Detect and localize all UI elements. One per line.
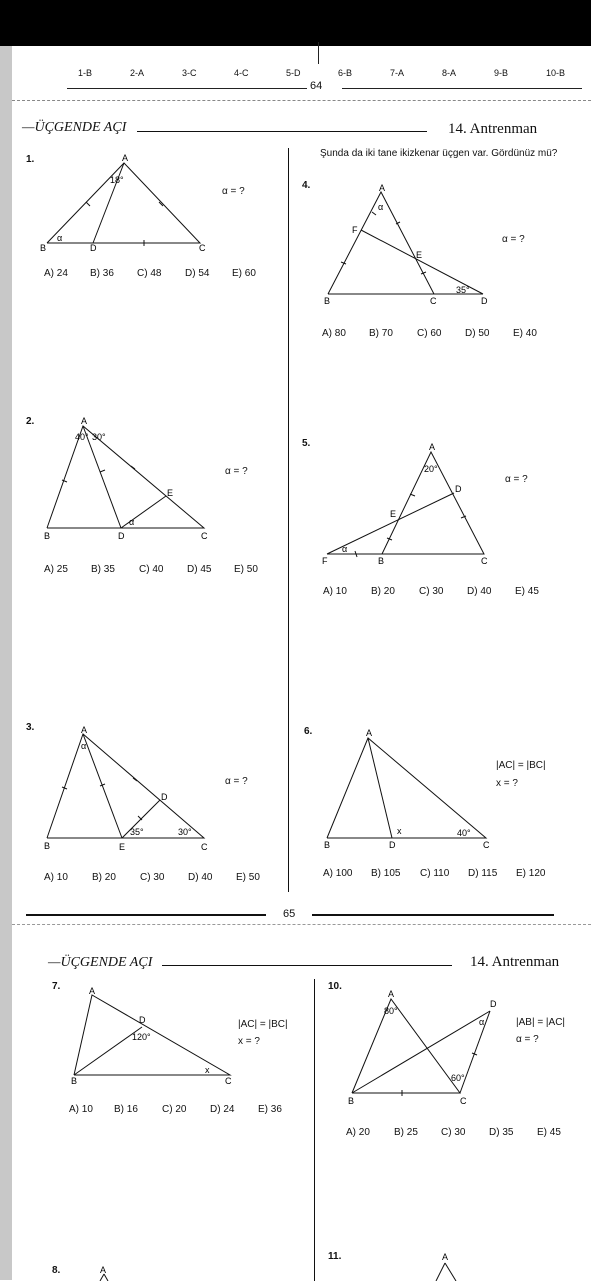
label-b: B xyxy=(44,531,51,541)
q6-cevian-ad xyxy=(368,738,392,838)
header-rule xyxy=(162,965,452,966)
option-d[interactable]: D) 45 xyxy=(187,564,212,575)
x-label: x xyxy=(205,1065,210,1075)
alpha-label: α xyxy=(378,202,384,212)
question-intro: Şunda da iki tane ikizkenar üçgen var. Gördünüz mü? xyxy=(320,148,558,159)
option-b[interactable]: B) 20 xyxy=(92,872,116,883)
option-a[interactable]: A) 100 xyxy=(323,868,353,879)
label-e: E xyxy=(167,488,174,498)
column-divider xyxy=(288,148,289,892)
tick-mark xyxy=(86,202,90,206)
column-divider xyxy=(314,979,315,1281)
label-c: C xyxy=(225,1076,232,1085)
footer-rule-left xyxy=(67,88,307,89)
q7-triangle xyxy=(74,995,230,1075)
answer-key-item: 10-B xyxy=(546,68,566,78)
option-c[interactable]: C) 60 xyxy=(417,328,442,339)
label-a: A xyxy=(89,986,96,996)
footer-rule-left xyxy=(26,914,266,916)
page-66 xyxy=(12,924,591,1281)
answer-key-row xyxy=(62,68,582,80)
label-a: A xyxy=(81,416,88,426)
q10-segment-bd xyxy=(352,1011,490,1093)
option-e[interactable]: E) 45 xyxy=(537,1127,561,1138)
option-c[interactable]: C) 30 xyxy=(419,586,444,597)
training-title: 14. Antrenman xyxy=(470,954,560,970)
label-b: B xyxy=(348,1096,355,1106)
q6-triangle-figure xyxy=(320,726,510,856)
q1-triangle-figure xyxy=(40,150,230,260)
angle-label: 30° xyxy=(92,432,106,442)
training-title: 14. Antrenman xyxy=(448,121,538,137)
option-c[interactable]: C) 30 xyxy=(441,1127,466,1138)
option-a[interactable]: A) 25 xyxy=(44,564,68,575)
question-ask: α = ? xyxy=(225,776,248,787)
q6-triangle xyxy=(327,738,486,838)
label-a: A xyxy=(388,989,395,999)
label-d: D xyxy=(455,484,462,494)
label-d: D xyxy=(118,531,125,541)
label-d: D xyxy=(90,243,97,253)
option-b[interactable]: B) 35 xyxy=(91,564,115,575)
angle-label: 35° xyxy=(130,827,144,837)
option-e[interactable]: E) 60 xyxy=(232,268,256,279)
angle-label: 120° xyxy=(132,1032,151,1042)
option-d[interactable]: D) 40 xyxy=(188,872,213,883)
option-b[interactable]: B) 36 xyxy=(90,268,114,279)
label-c: C xyxy=(481,556,488,566)
answer-key-item: 9-B xyxy=(494,68,509,78)
column-divider xyxy=(318,42,319,64)
answer-key-item: 2-A xyxy=(130,68,145,78)
angle-label: 80° xyxy=(384,1006,398,1016)
label-b: B xyxy=(324,296,331,306)
question-ask: x = ? xyxy=(238,1036,260,1047)
option-e[interactable]: E) 40 xyxy=(513,328,537,339)
label-d: D xyxy=(490,999,497,1009)
option-d[interactable]: D) 54 xyxy=(185,268,210,279)
option-a[interactable]: A) 10 xyxy=(44,872,68,883)
option-d[interactable]: D) 35 xyxy=(489,1127,514,1138)
label-a: A xyxy=(366,728,373,738)
angle-label: 30° xyxy=(178,827,192,837)
option-a[interactable]: A) 80 xyxy=(322,328,346,339)
section-title: —ÜÇGENDE AÇI xyxy=(48,955,153,970)
alpha-label: α xyxy=(479,1017,485,1027)
label-a: A xyxy=(81,725,88,735)
label-c: C xyxy=(199,243,206,253)
label-d: D xyxy=(481,296,488,306)
scan-edge xyxy=(12,100,591,104)
question-number: 5. xyxy=(302,438,311,449)
q7-triangle-figure xyxy=(68,985,248,1085)
question-ask: α = ? xyxy=(222,186,245,197)
label-b: B xyxy=(324,840,331,850)
label-e: E xyxy=(416,250,423,260)
question-number: 7. xyxy=(52,981,61,992)
answer-key-item: 8-A xyxy=(442,68,457,78)
label-e: E xyxy=(390,509,397,519)
alpha-label: α xyxy=(129,517,135,527)
question-number: 8. xyxy=(52,1265,61,1276)
answer-key-item: 1-B xyxy=(78,68,93,78)
q3-triangle xyxy=(47,734,204,838)
option-a[interactable]: A) 10 xyxy=(69,1104,93,1115)
option-a[interactable]: A) 10 xyxy=(323,586,347,597)
label-a: A xyxy=(442,1252,449,1262)
q10-triangle-figure xyxy=(346,985,526,1110)
label-d: D xyxy=(389,840,396,850)
option-e[interactable]: E) 45 xyxy=(515,586,539,597)
left-page-edge xyxy=(0,46,12,1280)
label-c: C xyxy=(460,1096,467,1106)
option-b[interactable]: B) 70 xyxy=(369,328,393,339)
q11-side xyxy=(436,1263,445,1281)
option-d[interactable]: D) 40 xyxy=(467,586,492,597)
answer-key-item: 6-B xyxy=(338,68,353,78)
header-rule xyxy=(137,131,427,132)
label-d: D xyxy=(139,1015,146,1025)
label-b: B xyxy=(44,841,51,851)
q4-triangle-figure xyxy=(320,182,500,312)
answer-key-item: 4-C xyxy=(234,68,249,78)
option-c[interactable]: C) 30 xyxy=(140,872,165,883)
answer-key-item: 5-D xyxy=(286,68,301,78)
q3-triangle-figure xyxy=(40,724,230,854)
q5-triangle-figure xyxy=(320,440,510,570)
footer-rule-right xyxy=(312,914,554,916)
angle-label: 40° xyxy=(457,828,471,838)
angle-label: 35° xyxy=(456,285,470,295)
option-c[interactable]: C) 40 xyxy=(139,564,164,575)
label-a: A xyxy=(100,1265,107,1275)
option-e[interactable]: E) 36 xyxy=(258,1104,282,1115)
angle-label: 40° xyxy=(75,432,89,442)
question-ask: α = ? xyxy=(502,234,525,245)
q11-side xyxy=(445,1263,456,1281)
page-number: 65 xyxy=(283,908,296,920)
label-c: C xyxy=(201,531,208,541)
question-ask: α = ? xyxy=(516,1034,539,1045)
label-c: C xyxy=(201,842,208,852)
tick-mark xyxy=(62,480,67,482)
q3-cevian-ae xyxy=(83,734,122,838)
question-ask: x = ? xyxy=(496,778,518,789)
option-b[interactable]: B) 20 xyxy=(371,586,395,597)
option-e[interactable]: E) 50 xyxy=(234,564,258,575)
option-c[interactable]: C) 48 xyxy=(137,268,162,279)
option-a[interactable]: A) 24 xyxy=(44,268,68,279)
footer-rule-right xyxy=(342,88,582,89)
question-ask: α = ? xyxy=(225,466,248,477)
given-condition: |AB| = |AC| xyxy=(516,1017,566,1028)
alpha-label: α xyxy=(57,233,63,243)
tick-mark xyxy=(372,212,376,215)
label-f: F xyxy=(352,225,358,235)
alpha-label: α xyxy=(81,741,87,751)
label-c: C xyxy=(430,296,437,306)
option-b[interactable]: B) 16 xyxy=(114,1104,138,1115)
label-a: A xyxy=(122,153,129,163)
option-e[interactable]: E) 120 xyxy=(516,868,546,879)
tick-mark xyxy=(100,470,105,472)
question-number: 6. xyxy=(304,726,313,737)
section-title-text: ÜÇGENDE AÇI xyxy=(60,955,153,970)
q2-triangle-figure xyxy=(40,414,230,544)
label-d: D xyxy=(161,792,168,802)
label-f: F xyxy=(322,556,328,566)
angle-label: 18° xyxy=(110,175,124,185)
q8-triangle-figure xyxy=(96,1265,116,1281)
section-title: —ÜÇGENDE AÇI xyxy=(22,120,127,135)
x-label: x xyxy=(397,826,402,836)
option-d[interactable]: D) 50 xyxy=(465,328,490,339)
given-condition: |AC| = |BC| xyxy=(238,1019,288,1030)
page-65 xyxy=(12,100,591,920)
option-e[interactable]: E) 50 xyxy=(236,872,260,883)
option-b[interactable]: B) 25 xyxy=(394,1127,418,1138)
option-c[interactable]: C) 110 xyxy=(420,868,450,879)
option-b[interactable]: B) 105 xyxy=(371,868,401,879)
top-black-bar xyxy=(0,0,591,46)
label-b: B xyxy=(378,556,385,566)
answer-key-item: 3-C xyxy=(182,68,197,78)
label-c: C xyxy=(483,840,490,850)
question-number: 10. xyxy=(328,981,342,992)
label-a: A xyxy=(379,183,386,193)
option-d[interactable]: D) 24 xyxy=(210,1104,235,1115)
label-b: B xyxy=(40,243,47,253)
question-number: 3. xyxy=(26,722,35,733)
q2-triangle xyxy=(47,426,204,528)
alpha-label: α xyxy=(342,544,348,554)
q2-segment-de xyxy=(121,496,166,528)
question-number: 2. xyxy=(26,416,35,427)
question-ask: α = ? xyxy=(505,474,528,485)
label-b: B xyxy=(71,1076,78,1085)
label-a: A xyxy=(429,442,436,452)
option-a[interactable]: A) 20 xyxy=(346,1127,370,1138)
page-number: 64 xyxy=(310,80,323,92)
option-c[interactable]: C) 20 xyxy=(162,1104,187,1115)
angle-label: 20° xyxy=(424,464,438,474)
section-title-text: ÜÇGENDE AÇI xyxy=(34,120,127,135)
q11-triangle-figure xyxy=(432,1251,462,1281)
question-number: 11. xyxy=(328,1251,342,1262)
answer-key-item: 7-A xyxy=(390,68,405,78)
angle-label: 60° xyxy=(451,1073,465,1083)
label-e: E xyxy=(119,842,126,852)
question-number: 1. xyxy=(26,154,35,165)
q10-triangle xyxy=(352,999,460,1093)
previous-page-strip xyxy=(12,46,591,96)
given-condition: |AC| = |BC| xyxy=(496,760,546,771)
question-number: 4. xyxy=(302,180,311,191)
option-d[interactable]: D) 115 xyxy=(468,868,498,879)
